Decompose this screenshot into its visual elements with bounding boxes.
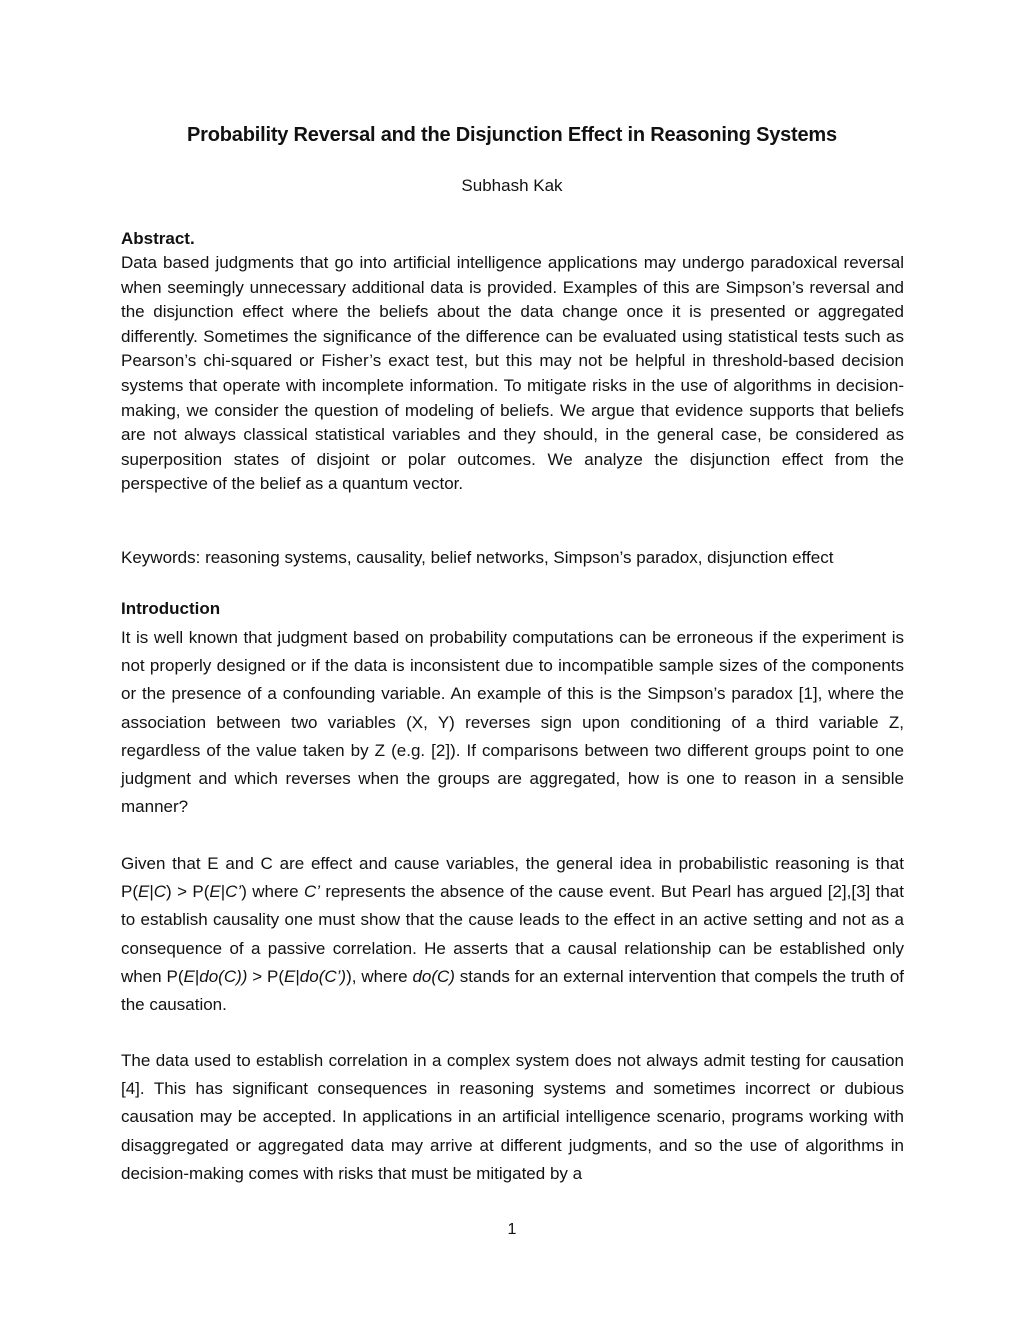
- abstract-text: Data based judgments that go into artificial intelligence applications may undergo paradoxical reversal when seemingly unnecessary additional data is provided. Examples of this are Simpson’s reversal and the disjunction effect where the beliefs about the data change once it is presented or aggregated differently. Sometimes the significance of the difference can be evaluated using statistical tests such as Pearson’s chi-squared or Fisher’s exact test, but this may not be helpful in threshold-based decision systems that operate with incomplete information. To mitigate risks in the use of algorithms in decision-making, we consider the question of modeling of beliefs. We argue that evidence supports that beliefs are not always classical statistical variables and they should, in the general case, be considered as superposition states of disjoint or polar outcomes. We analyze the disjunction effect from the perspective of the belief as a quantum vector.: [121, 253, 904, 494]
- math-variable: C’: [225, 882, 242, 902]
- text-run: represents the absence of the cause event. But Pearl has argued [2],[3] that to establish causality one must show that the cause leads to the effect in an active setting and not as a consequence of a passive correlation. He asserts that a causal relationship can be established only when P(: [121, 882, 904, 986]
- math-bar: |: [149, 882, 154, 902]
- math-expression: do(C’): [299, 966, 347, 986]
- math-bar: |: [220, 882, 226, 902]
- text-run: ) > P(: [166, 882, 210, 902]
- math-variable: C’: [303, 882, 320, 902]
- math-bar: |: [194, 966, 200, 986]
- introduction-paragraph-2: [121, 850, 904, 1019]
- math-variable: E: [284, 966, 296, 986]
- math-variable: C: [153, 882, 167, 902]
- paper-title: Probability Reversal and the Disjunction Effect in Reasoning Systems: [187, 124, 837, 146]
- introduction-paragraph-3: The data used to establish correlation in a complex system does not always admit testing for causation [4]. This has significant consequences in reasoning systems and sometimes incorrect or dubious causation may be accepted. In applications in an artificial intelligence scenario, programs working with disaggregated or aggregated data may arrive at different judgments, and so the use of algorithms in decision-making comes with risks that must be mitigated by a: [121, 1051, 904, 1183]
- author-name: Subhash Kak: [461, 176, 563, 195]
- math-variable: E: [138, 882, 150, 902]
- math-expression: do(C)): [199, 966, 248, 986]
- math-variable: E: [209, 882, 221, 902]
- text-run: stands for an external intervention that compels the truth of the causation.: [121, 966, 905, 1015]
- text-run: ) where: [241, 882, 304, 902]
- math-bar: |: [295, 966, 300, 986]
- keywords-line: Keywords: reasoning systems, causality, belief networks, Simpson’s paradox, disjunction effect: [121, 548, 834, 567]
- introduction-heading: Introduction: [121, 599, 221, 618]
- math-expression: do(C): [412, 966, 455, 986]
- text-run: > P(: [247, 966, 285, 986]
- page-number: 1: [507, 1221, 517, 1238]
- text-run: ), where: [346, 966, 413, 986]
- text-run: Given that E and C are effect and cause variables, the general idea in probabilistic reasoning is that P(: [121, 854, 904, 902]
- abstract-heading: Abstract.: [121, 229, 195, 248]
- math-variable: E: [183, 966, 195, 986]
- introduction-paragraph-1: It is well known that judgment based on probability computations can be erroneous if the experiment is not properly designed or if the data is inconsistent due to incompatible sample sizes of the components or the presence of a confounding variable. An example of this is the Simpson’s paradox [1], where the association between two variables (X, Y) reverses sign upon conditioning of a third variable Z, regardless of the value taken by Z (e.g. [2]). If comparisons between two different groups point to one judgment and which reverses when the groups are aggregated, how is one to reason in a sensible manner?: [121, 628, 904, 817]
